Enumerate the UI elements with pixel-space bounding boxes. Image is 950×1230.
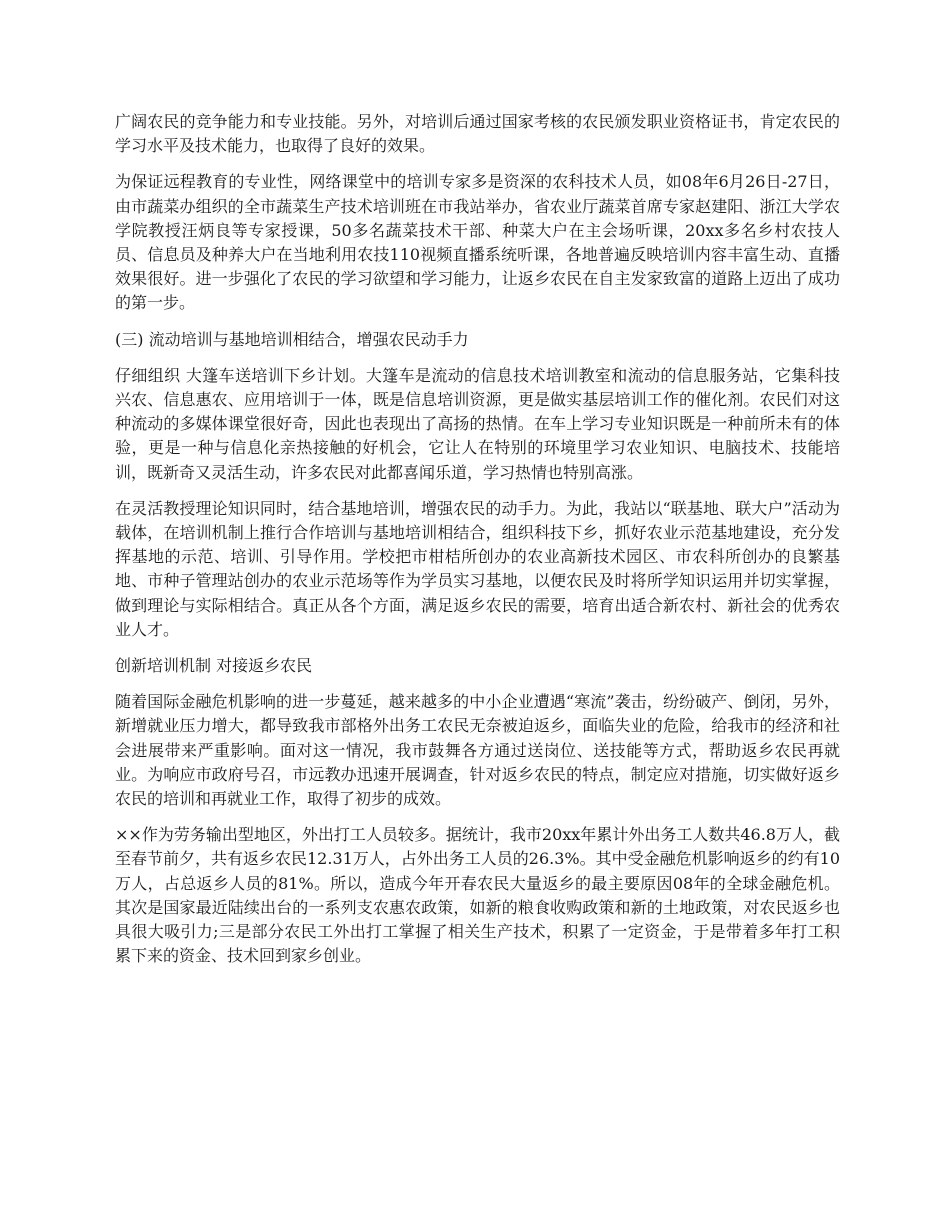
section-heading-mobile-training: (三) 流动培训与基地培训相结合，增强农民动手力 (115, 329, 469, 349)
paragraph-caravan-training: 仔细组织 大篷车送培训下乡计划。大篷车是流动的信息技术培训教室和流动的信息服务站，它集科技兴农、信息惠农、应用培训于一体，既是信息培训资源，更是做实基层培训工作的催化剂。农民们对这种流动的多媒体课堂很好奇，因此也表现出了高扬的热情。在车上学习专业知识既是一种前所未有的体验，更是一种与信息化亲热接触的好机会，它让人在特别的环境里学习农业知识、电脑技术、技能培训，既新奇又灵活生动，许多农民对此都喜闻乐道，学习热情也特别高涨。 (115, 365, 840, 482)
paragraph-remote-education: 为保证远程教育的专业性，网络课堂中的培训专家多是资深的农科技术人员，如08年6月26日-27日，由市蔬菜办组织的全市蔬菜生产技术培训班在市我站举办，省农业厅蔬菜首席专家赵建阳、浙江大学农学院教授汪炳良等专家授课，50多名蔬菜技术干部、种菜大户在主会场听课，20xx多名乡村农技人员、信息员及种养大户在当地利用农技110视频直播系统听课，各地普遍反映培训内容丰富生动、直播效果很好。进一步强化了农民的学习欲望和学习能力，让返乡农民在自主发家致富的道路上迈出了成功的第一步。 (115, 172, 840, 313)
paragraph-financial-crisis: 随着国际金融危机影响的进一步蔓延，越来越多的中小企业遭遇“寒流”袭击，纷纷破产、倒闭，另外，新增就业压力增大，都导致我市部格外出务工农民无奈被迫返乡，面临失业的危险，给我市的经济和社会进展带来严重影响。面对这一情况，我市鼓舞各方通过送岗位、送技能等方式，帮助返乡农民再就业。为响应市政府号召，市远教办迅速开展调查，针对返乡农民的特点，制定应对措施，切实做好返乡农民的培训和再就业工作，取得了初步的成效。 (115, 692, 840, 809)
section-heading-innovation: 创新培训机制 对接返乡农民 (115, 656, 313, 676)
paragraph-training-results: 广阔农民的竞争能力和专业技能。另外，对培训后通过国家考核的农民颁发职业资格证书，肯定农民的学习水平及技术能力，也取得了良好的效果。 (115, 112, 840, 156)
paragraph-labor-statistics: ××作为劳务输出型地区，外出打工人员较多。据统计，我市20xx年累计外出务工人数共46.8万人，截至春节前夕，共有返乡农民12.31万人，占外出务工人员的26.3%。其中受金融危机影响返乡的约有10万人，占总返乡人员的81%。所以，造成今年开春农民大量返乡的最主要原因08年的全球金融危机。其次是国家最近陆续出台的一系列支农惠农政策，如新的粮食收购政策和新的土地政策，对农民返乡也具很大吸引力;三是部分农民工外出打工掌握了相关生产技术，积累了一定资金，于是带着多年打工积累下来的资金、技术回到家乡创业。 (115, 825, 840, 966)
paragraph-base-training: 在灵活教授理论知识同时，结合基地培训，增强农民的动手力。为此，我站以“联基地、联大户”活动为载体，在培训机制上推行合作培训与基地培训相结合，组织科技下乡，抓好农业示范基地建设，充分发挥基地的示范、培训、引导作用。学校把市柑桔所创办的农业高新技术园区、市农科所创办的良繁基地、市种子管理站创办的农业示范场等作为学员实习基地，以便农民及时将所学知识运用并切实掌握，做到理论与实际相结合。真正从各个方面，满足返乡农民的需要，培育出适合新农村、新社会的优秀农业人才。 (115, 498, 840, 639)
document-page (115, 110, 840, 981)
